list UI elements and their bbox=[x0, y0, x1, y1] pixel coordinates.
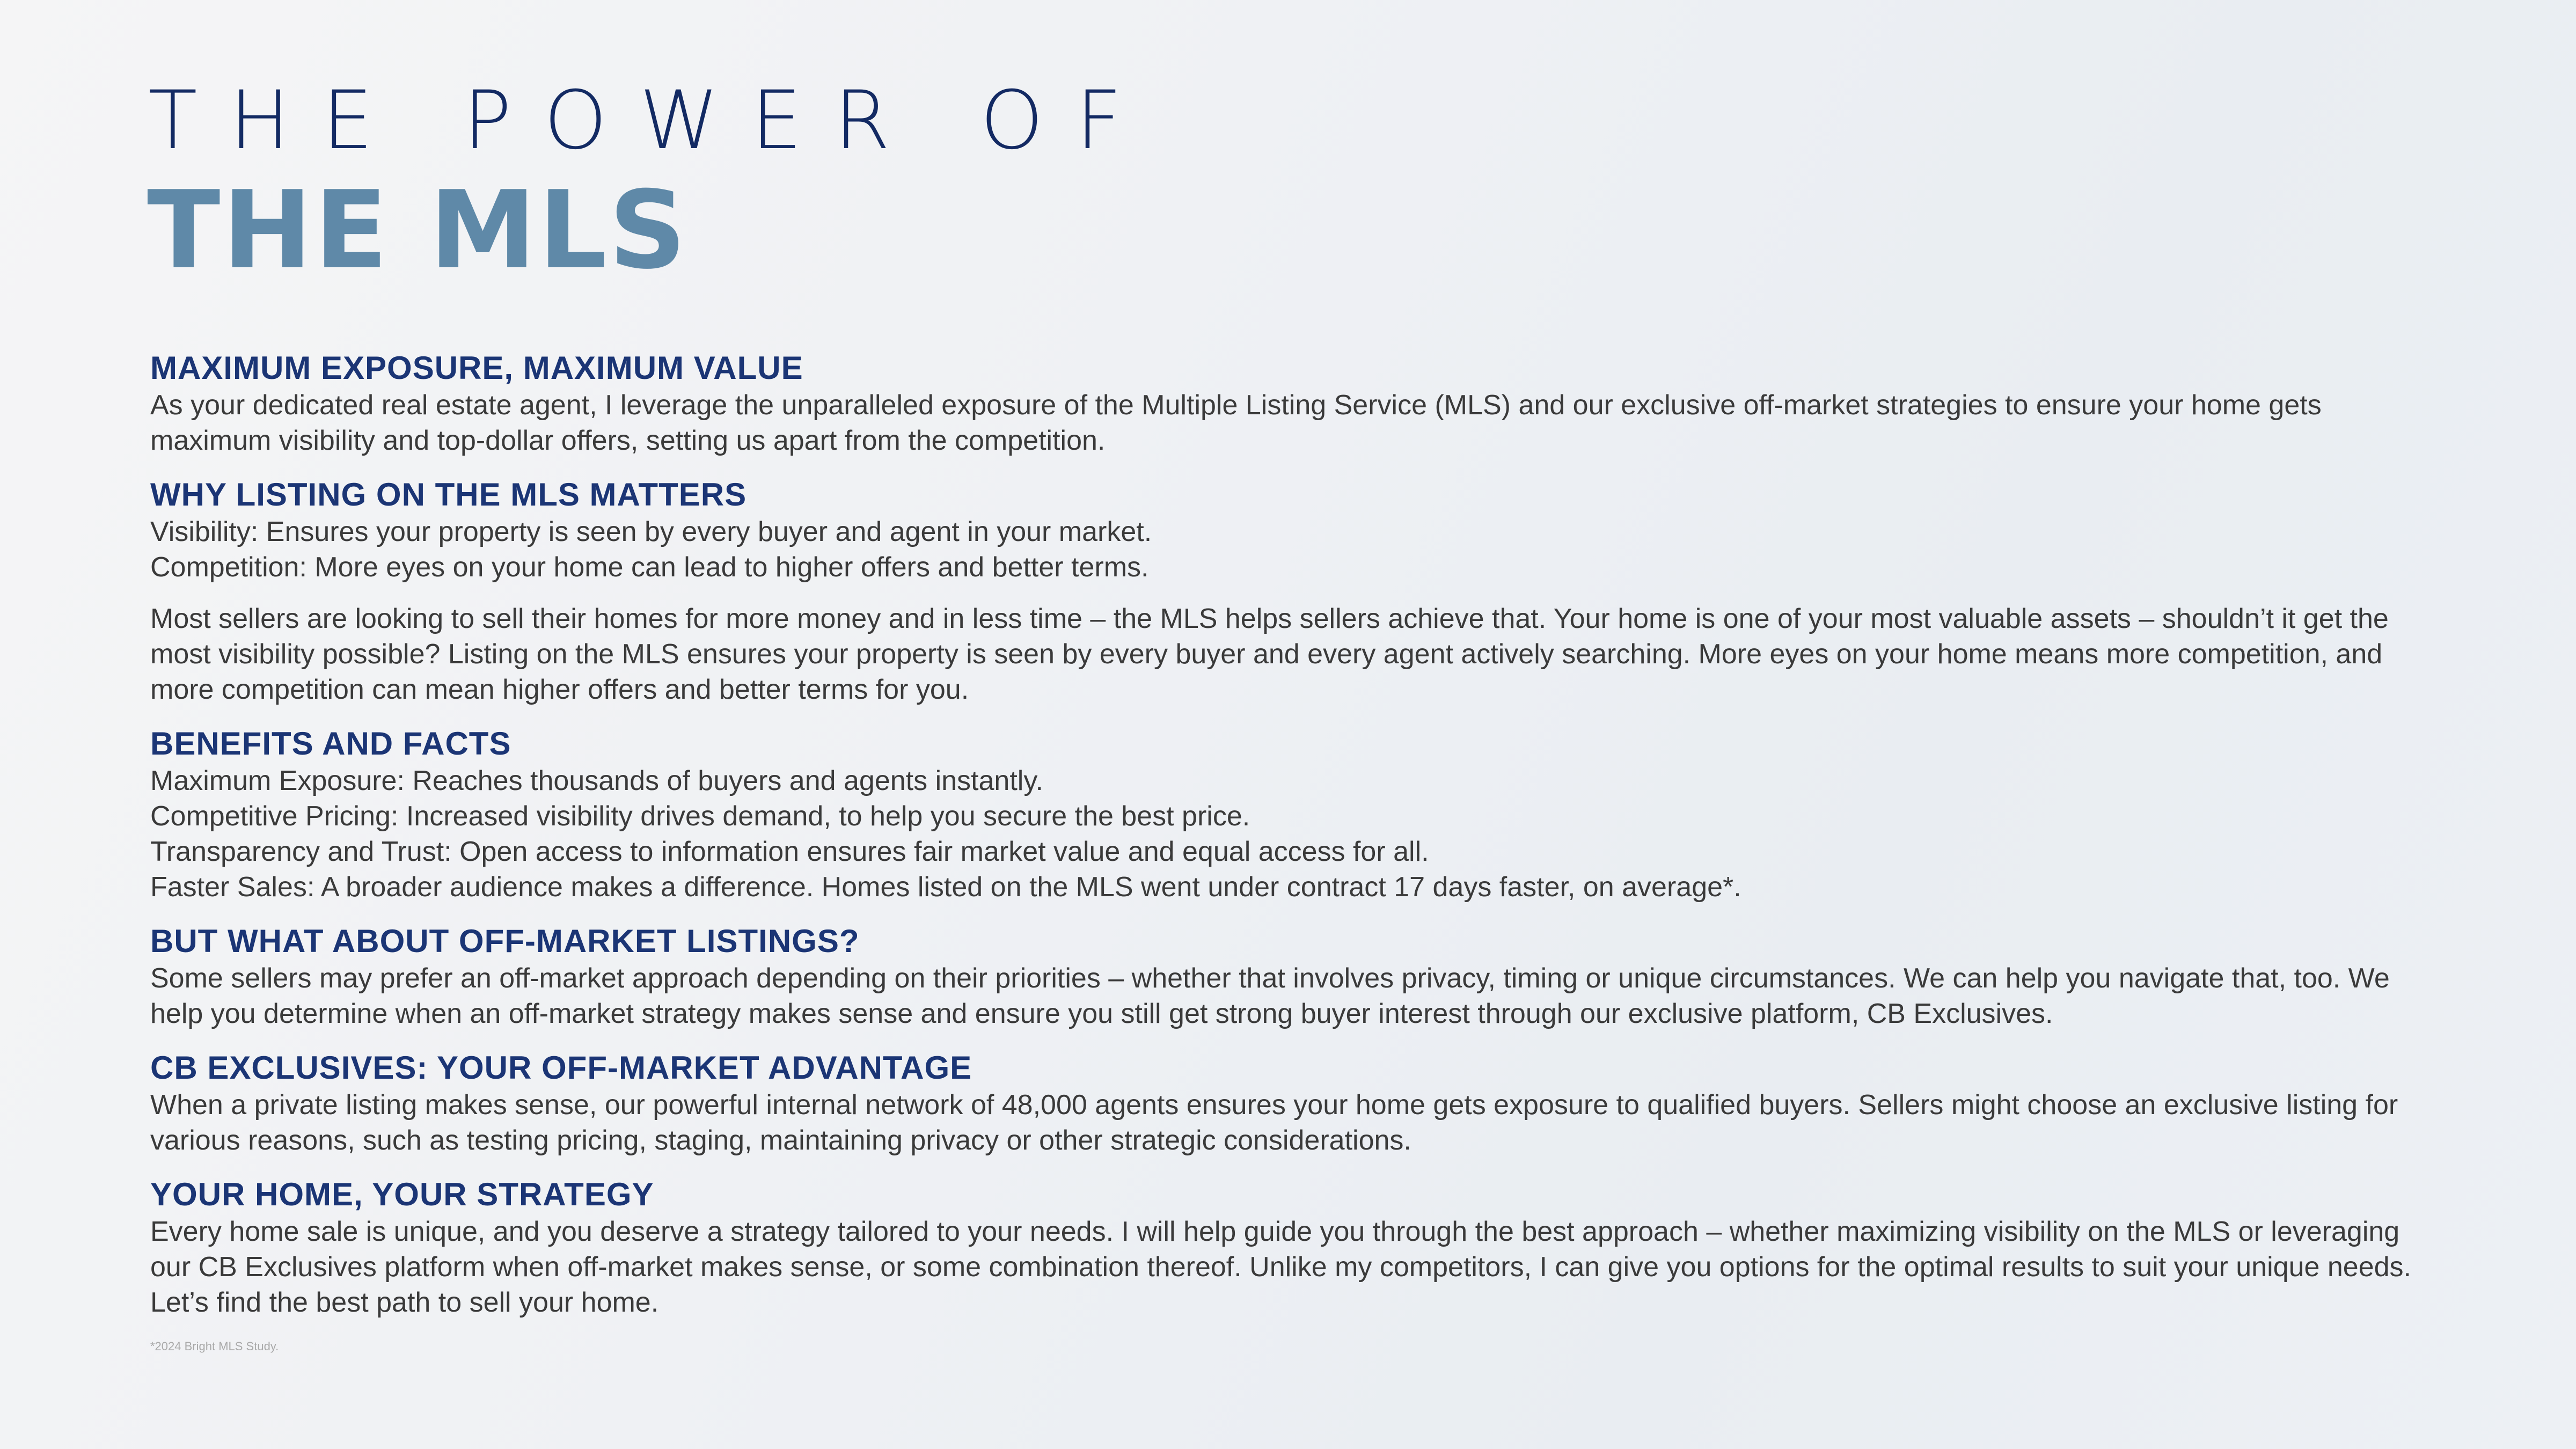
section-heading: BUT WHAT ABOUT OFF-MARKET LISTINGS? bbox=[150, 923, 860, 959]
list-item-competitive-pricing: Competitive Pricing: Increased visibility drives demand, to help you secure the best price. bbox=[150, 801, 1250, 832]
section-paragraph: Every home sale is unique, and you deserve a strategy tailored to your needs. I will help guide you through the best approach – whether maximizing visibility on the MLS or leveraging our CB Exclusives platform when off-market makes sense, or some combination thereof. Unlike my competitors, I can give you options for the optimal results to suit your unique needs. Let’s find the best path to sell your home. bbox=[150, 1216, 2411, 1318]
page bbox=[147, 74, 2436, 1353]
section-why-listing bbox=[150, 475, 2436, 707]
section-your-strategy bbox=[150, 1175, 2436, 1320]
footnote: *2024 Bright MLS Study. bbox=[150, 1340, 279, 1353]
list-item-visibility: Visibility: Ensures your property is seen by every buyer and agent in your market. bbox=[150, 516, 1152, 547]
section-benefits-facts bbox=[150, 724, 2436, 905]
section-maximum-exposure bbox=[150, 349, 2436, 458]
section-heading: YOUR HOME, YOUR STRATEGY bbox=[150, 1176, 654, 1212]
list-item-maximum-exposure: Maximum Exposure: Reaches thousands of buyers and agents instantly. bbox=[150, 765, 1043, 796]
section-off-market bbox=[150, 922, 2436, 1031]
list-item-faster-sales: Faster Sales: A broader audience makes a difference. Homes listed on the MLS went under contract 17 days faster, on average*. bbox=[150, 872, 1741, 903]
section-paragraph: As your dedicated real estate agent, I leverage the unparalleled exposure of the Multiple Listing Service (MLS) and our exclusive off-market strategies to ensure your home gets maximum visibility and top-dollar offers, setting us apart from the competition. bbox=[150, 390, 2322, 456]
list-item-transparency: Transparency and Trust: Open access to information ensures fair market value and equal access for all. bbox=[150, 836, 1429, 867]
section-paragraph: When a private listing makes sense, our powerful internal network of 48,000 agents ensures your home gets exposure to qualified buyers. Sellers might choose an exclusive listing for various reasons, such as testing pricing, staging, maintaining privacy or other strategic considerations. bbox=[150, 1089, 2398, 1156]
section-heading: BENEFITS AND FACTS bbox=[150, 726, 511, 762]
section-heading: MAXIMUM EXPOSURE, MAXIMUM VALUE bbox=[150, 350, 803, 386]
list-item-competition: Competition: More eyes on your home can lead to higher offers and better terms. bbox=[150, 552, 1149, 583]
section-cb-exclusives bbox=[150, 1049, 2436, 1158]
section-heading: CB EXCLUSIVES: YOUR OFF-MARKET ADVANTAGE bbox=[150, 1050, 972, 1086]
title-kicker: THE POWER OF bbox=[148, 74, 1154, 167]
section-heading: WHY LISTING ON THE MLS MATTERS bbox=[150, 477, 747, 513]
section-paragraph: Some sellers may prefer an off-market approach depending on their priorities – whether that involves privacy, timing or unique circumstances. We can help you navigate that, too. We help you determine when an off-market strategy makes sense and ensure you still get strong buyer interest through our exclusive platform, CB Exclusives. bbox=[150, 963, 2390, 1029]
content bbox=[150, 349, 2436, 1353]
page-title: THE MLS bbox=[147, 168, 689, 293]
section-paragraph: Most sellers are looking to sell their homes for more money and in less time – the MLS helps sellers achieve that. Your home is one of your most valuable assets – shouldn’t it get the most visibility possible? Listing on the MLS ensures your property is seen by every buyer and every agent actively searching. More eyes on your home means more competition, and more competition can mean higher offers and better terms for you. bbox=[150, 603, 2389, 705]
